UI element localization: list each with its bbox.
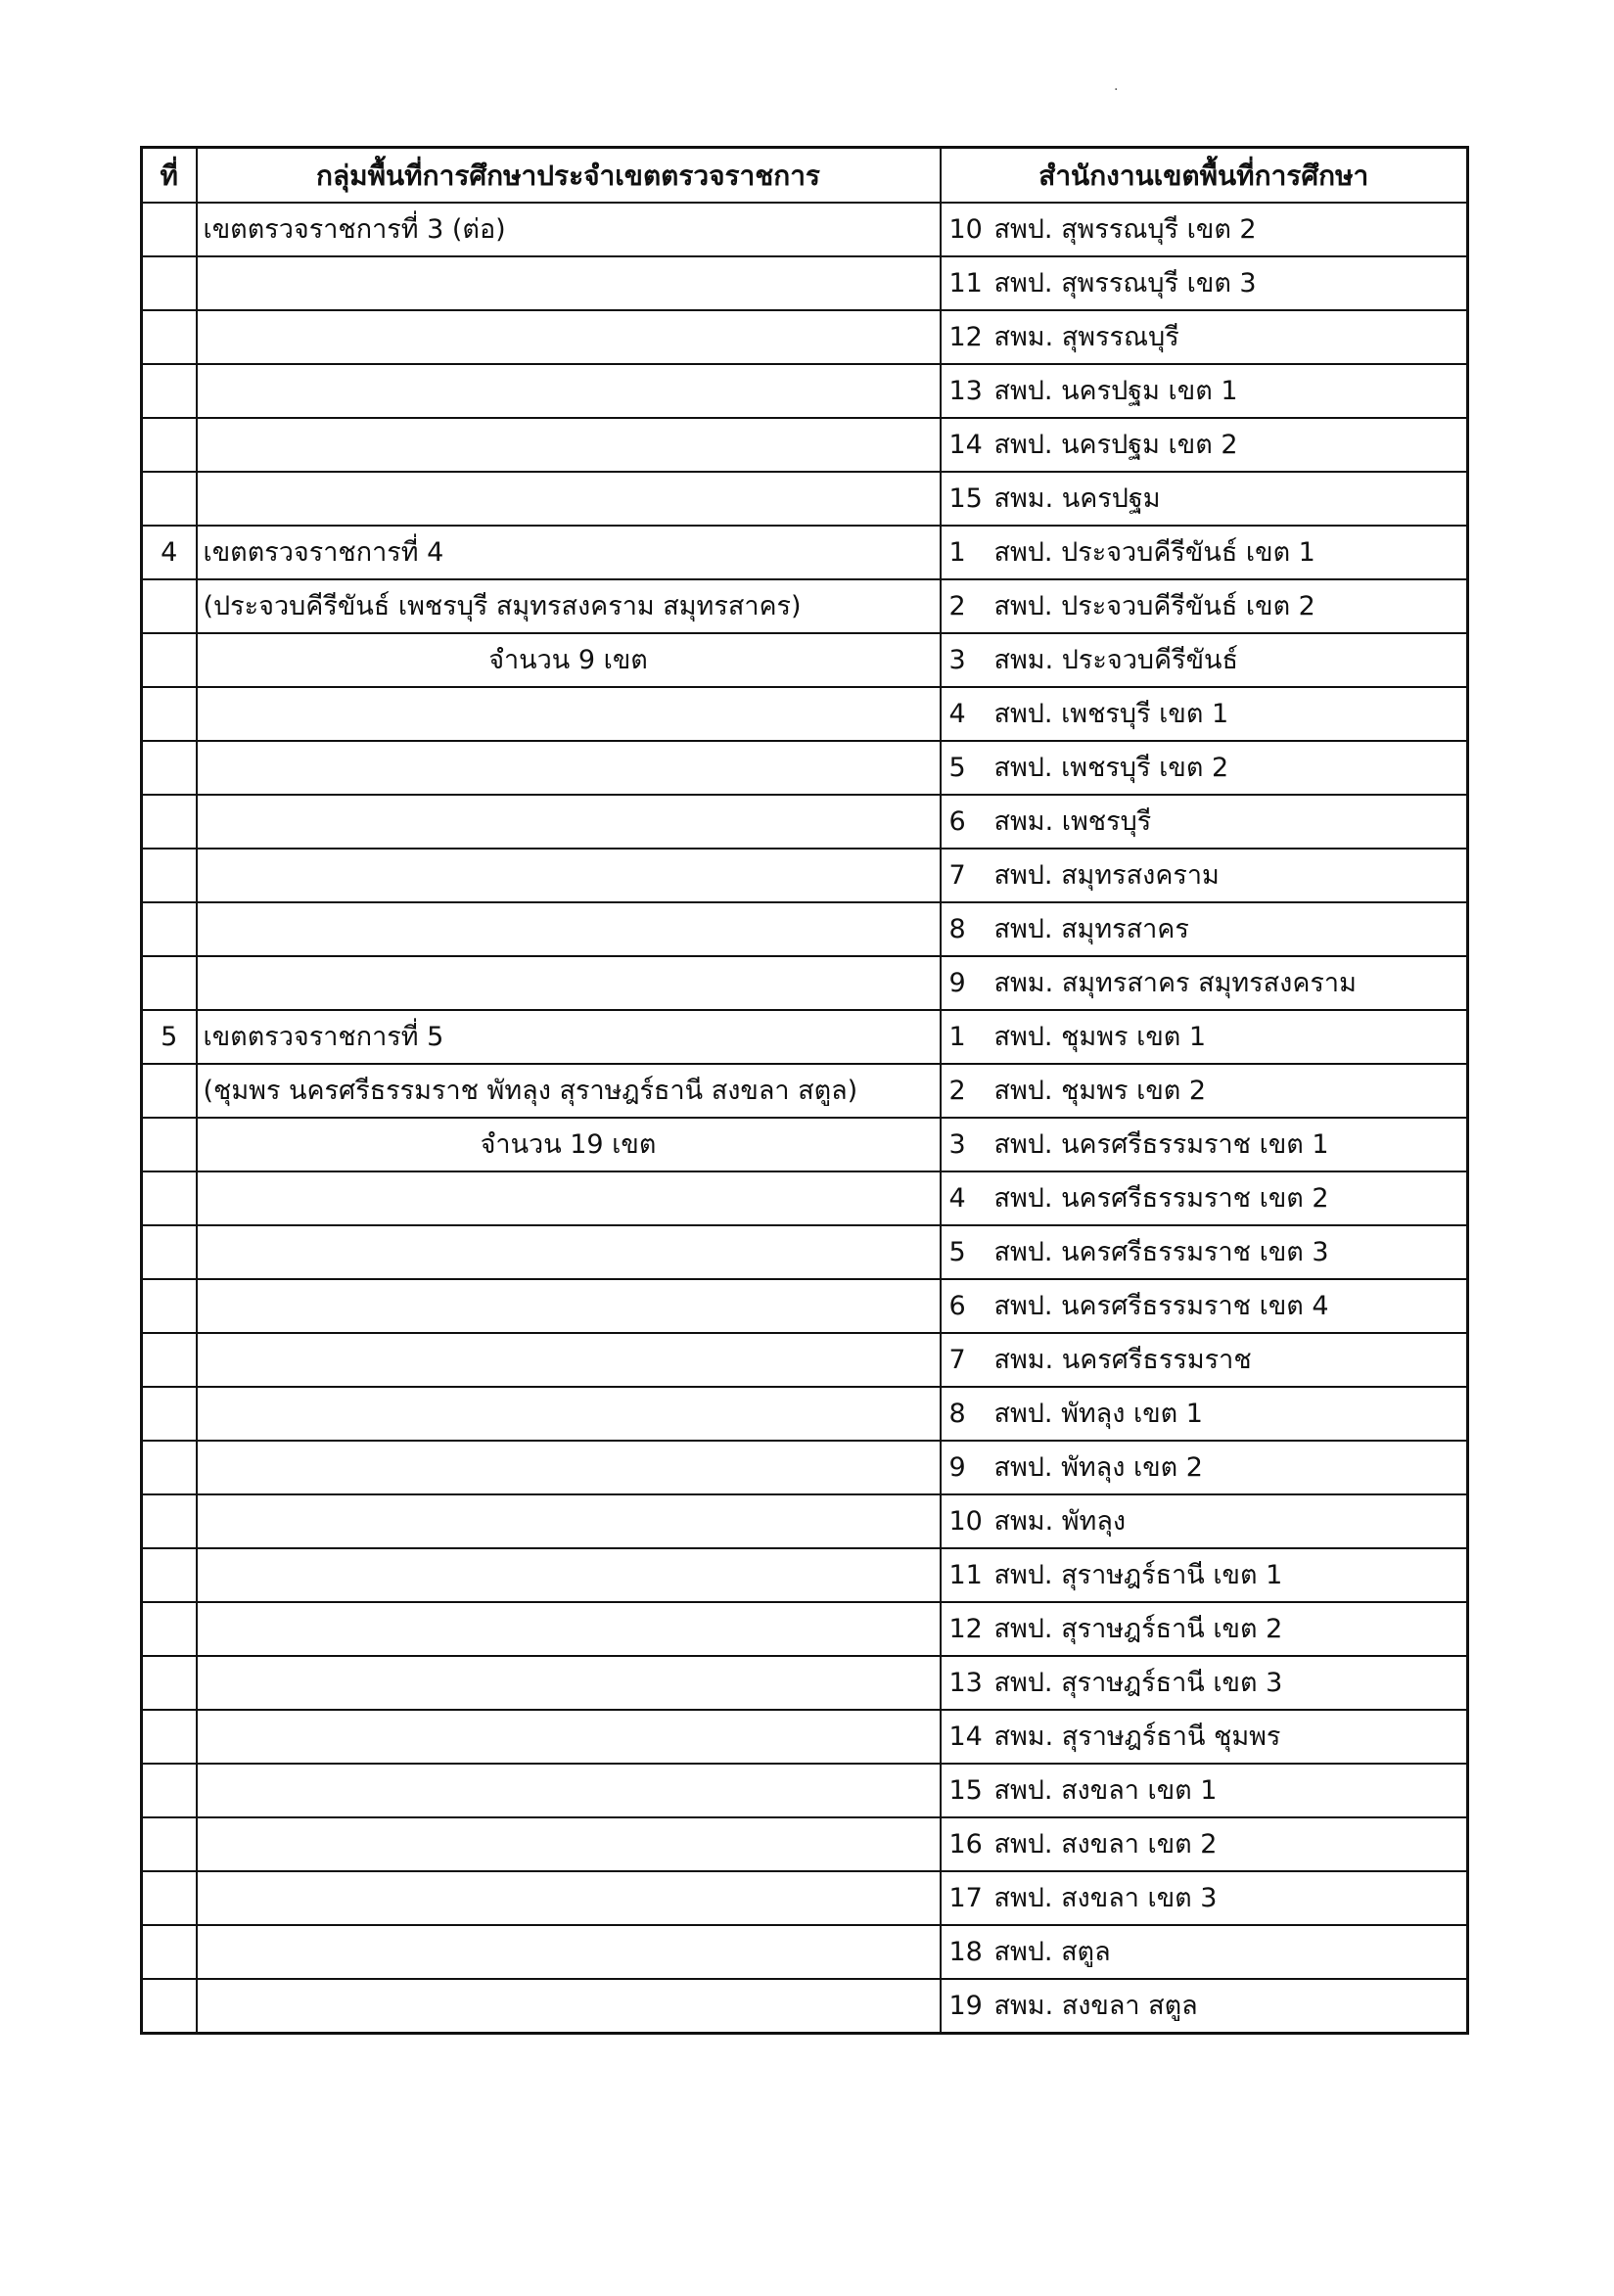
table-row [142, 633, 1468, 687]
row-number [142, 1656, 197, 1710]
office-name: สพป. ประจวบคีรีขันธ์ เขต 2 [993, 591, 1315, 621]
office-cell [941, 1925, 1468, 1979]
inspection-group: เขตตรวจราชการที่ 4 [197, 526, 941, 579]
row-number [142, 1710, 197, 1764]
inspection-group [197, 1817, 941, 1871]
row-number [142, 1387, 197, 1441]
office-cell [941, 310, 1468, 364]
row-number: 4 [142, 526, 197, 579]
table-row [142, 1225, 1468, 1279]
row-number: 5 [142, 1010, 197, 1064]
office-index: 3 [948, 645, 966, 675]
office-index: 17 [948, 1883, 983, 1913]
row-number [142, 203, 197, 256]
row-number [142, 1441, 197, 1494]
office-index: 19 [948, 1991, 983, 2021]
table-row [142, 526, 1468, 579]
row-number [142, 310, 197, 364]
office-name: สพป. สมุทรสงคราม [993, 860, 1220, 891]
office-cell [941, 472, 1468, 526]
row-number [142, 902, 197, 956]
row-number [142, 1979, 197, 2034]
inspection-group [197, 1171, 941, 1225]
office-cell [941, 203, 1468, 256]
office-index: 10 [948, 214, 983, 245]
office-name: สพป. นครศรีธรรมราช เขต 1 [993, 1129, 1329, 1160]
row-number [142, 956, 197, 1010]
table-row [142, 364, 1468, 418]
office-name: สพป. ประจวบคีรีขันธ์ เขต 1 [993, 537, 1315, 568]
table-row [142, 902, 1468, 956]
row-number [142, 1171, 197, 1225]
office-name: สพป. นครปฐม เขต 1 [993, 376, 1238, 406]
office-name: สพป. ชุมพร เขต 2 [993, 1076, 1207, 1106]
inspection-group: เขตตรวจราชการที่ 3 (ต่อ) [197, 203, 941, 256]
office-index: 1 [948, 537, 966, 568]
office-cell [941, 1010, 1468, 1064]
inspection-group [197, 364, 941, 418]
row-number [142, 687, 197, 741]
row-number [142, 1333, 197, 1387]
inspection-group [197, 687, 941, 741]
office-index: 11 [948, 1560, 983, 1590]
office-cell [941, 1171, 1468, 1225]
office-name: สพป. พัทลุง เขต 2 [993, 1452, 1203, 1483]
office-name: สพม. เพชรบุรี [993, 806, 1152, 837]
header-office: สำนักงานเขตพื้นที่การศึกษา [941, 148, 1468, 204]
row-number [142, 1925, 197, 1979]
inspection-group [197, 1225, 941, 1279]
office-name: สพม. นครปฐม [993, 483, 1161, 514]
office-cell [941, 1225, 1468, 1279]
scan-speck: · [1114, 82, 1119, 98]
office-cell [941, 1441, 1468, 1494]
row-number [142, 1871, 197, 1925]
inspection-group [197, 902, 941, 956]
office-cell [941, 579, 1468, 633]
office-name: สพป. นครปฐม เขต 2 [993, 430, 1238, 460]
office-index: 10 [948, 1506, 983, 1537]
table-row [142, 472, 1468, 526]
office-name: สพป. สตูล [993, 1937, 1111, 1967]
office-name: สพป. สุราษฎร์ธานี เขต 1 [993, 1560, 1283, 1590]
inspection-group: จำนวน 19 เขต [197, 1118, 941, 1171]
row-number [142, 256, 197, 310]
row-number [142, 633, 197, 687]
inspection-group [197, 1656, 941, 1710]
office-name: สพม. พัทลุง [993, 1506, 1127, 1537]
table-row [142, 310, 1468, 364]
office-index: 5 [948, 753, 966, 783]
row-number [142, 1064, 197, 1118]
office-cell [941, 1279, 1468, 1333]
office-name: สพป. สงขลา เขต 1 [993, 1775, 1218, 1806]
inspection-group [197, 418, 941, 472]
education-area-table [140, 146, 1469, 2035]
office-cell [941, 1764, 1468, 1817]
inspection-group [197, 849, 941, 902]
office-name: สพป. สมุทรสาคร [993, 914, 1189, 944]
office-index: 18 [948, 1937, 983, 1967]
header-no: ที่ [142, 148, 197, 204]
office-name: สพป. สุพรรณบุรี เขต 2 [993, 214, 1257, 245]
office-index: 6 [948, 806, 966, 837]
inspection-group: (ประจวบคีรีขันธ์ เพชรบุรี สมุทรสงคราม สมุทรสาคร) [197, 579, 941, 633]
office-name: สพม. สุพรรณบุรี [993, 322, 1179, 352]
inspection-group [197, 1764, 941, 1817]
table-row [142, 1494, 1468, 1548]
office-name: สพป. สุพรรณบุรี เขต 3 [993, 268, 1257, 298]
inspection-group [197, 1387, 941, 1441]
table-row [142, 1279, 1468, 1333]
office-name: สพป. พัทลุง เขต 1 [993, 1399, 1203, 1429]
office-index: 15 [948, 1775, 983, 1806]
table-row [142, 956, 1468, 1010]
row-number [142, 1817, 197, 1871]
office-name: สพป. สุราษฎร์ธานี เขต 2 [993, 1614, 1283, 1644]
office-index: 15 [948, 483, 983, 514]
table-row [142, 1764, 1468, 1817]
office-name: สพป. เพชรบุรี เขต 1 [993, 699, 1229, 729]
office-name: สพม. ประจวบคีรีขันธ์ [993, 645, 1238, 675]
inspection-group: (ชุมพร นครศรีธรรมราช พัทลุง สุราษฎร์ธานี สงขลา สตูล) [197, 1064, 941, 1118]
office-name: สพม. สงขลา สตูล [993, 1991, 1198, 2021]
office-name: สพม. นครศรีธรรมราช [993, 1345, 1252, 1375]
row-number [142, 1548, 197, 1602]
row-number [142, 1225, 197, 1279]
table-row [142, 1010, 1468, 1064]
office-name: สพป. นครศรีธรรมราช เขต 2 [993, 1183, 1329, 1214]
inspection-group [197, 1871, 941, 1925]
office-index: 4 [948, 1183, 966, 1214]
inspection-group [197, 1710, 941, 1764]
office-cell [941, 956, 1468, 1010]
inspection-group [197, 1548, 941, 1602]
table-body [142, 203, 1468, 2034]
office-index: 8 [948, 1399, 966, 1429]
table-row [142, 203, 1468, 256]
office-cell [941, 1871, 1468, 1925]
inspection-group [197, 1333, 941, 1387]
table-row [142, 741, 1468, 795]
table-row [142, 1441, 1468, 1494]
office-cell [941, 902, 1468, 956]
office-index: 7 [948, 860, 966, 891]
office-index: 3 [948, 1129, 966, 1160]
office-cell [941, 1602, 1468, 1656]
inspection-group [197, 1279, 941, 1333]
office-cell [941, 1817, 1468, 1871]
table-row [142, 849, 1468, 902]
office-cell [941, 1118, 1468, 1171]
table-row [142, 1387, 1468, 1441]
office-cell [941, 1333, 1468, 1387]
office-name: สพป. สงขลา เขต 3 [993, 1883, 1218, 1913]
office-cell [941, 1064, 1468, 1118]
office-name: สพม. สุราษฎร์ธานี ชุมพร [993, 1722, 1281, 1752]
table-row [142, 1171, 1468, 1225]
office-index: 16 [948, 1829, 983, 1860]
office-index: 6 [948, 1291, 966, 1321]
table-row [142, 256, 1468, 310]
table-row [142, 795, 1468, 849]
office-index: 9 [948, 1452, 966, 1483]
office-index: 13 [948, 376, 983, 406]
inspection-group [197, 1979, 941, 2034]
office-cell [941, 364, 1468, 418]
inspection-group [197, 1925, 941, 1979]
office-index: 7 [948, 1345, 966, 1375]
table-row [142, 418, 1468, 472]
row-number [142, 1494, 197, 1548]
office-index: 12 [948, 1614, 983, 1644]
inspection-group [197, 956, 941, 1010]
table-row [142, 1548, 1468, 1602]
table-row [142, 579, 1468, 633]
office-index: 2 [948, 1076, 966, 1106]
office-index: 4 [948, 699, 966, 729]
table-row [142, 1871, 1468, 1925]
table-row [142, 1656, 1468, 1710]
inspection-group [197, 256, 941, 310]
table-row [142, 687, 1468, 741]
table-row [142, 1710, 1468, 1764]
office-name: สพป. นครศรีธรรมราช เขต 4 [993, 1291, 1329, 1321]
row-number [142, 1764, 197, 1817]
office-cell [941, 1387, 1468, 1441]
office-index: 1 [948, 1022, 966, 1052]
office-index: 12 [948, 322, 983, 352]
office-cell [941, 741, 1468, 795]
office-index: 13 [948, 1668, 983, 1698]
inspection-group [197, 1602, 941, 1656]
inspection-group [197, 1441, 941, 1494]
table-row [142, 1925, 1468, 1979]
office-cell [941, 687, 1468, 741]
row-number [142, 472, 197, 526]
office-cell [941, 418, 1468, 472]
office-cell [941, 1710, 1468, 1764]
office-cell [941, 849, 1468, 902]
row-number [142, 579, 197, 633]
inspection-group [197, 310, 941, 364]
office-name: สพป. ชุมพร เขต 1 [993, 1022, 1207, 1052]
inspection-group: จำนวน 9 เขต [197, 633, 941, 687]
office-name: สพป. เพชรบุรี เขต 2 [993, 753, 1229, 783]
table-row [142, 1979, 1468, 2034]
office-name: สพป. นครศรีธรรมราช เขต 3 [993, 1237, 1329, 1267]
inspection-group [197, 741, 941, 795]
row-number [142, 1602, 197, 1656]
inspection-group [197, 472, 941, 526]
inspection-group: เขตตรวจราชการที่ 5 [197, 1010, 941, 1064]
header-group: กลุ่มพื้นที่การศึกษาประจำเขตตรวจราชการ [197, 148, 941, 204]
row-number [142, 741, 197, 795]
office-cell [941, 526, 1468, 579]
office-index: 14 [948, 430, 983, 460]
row-number [142, 849, 197, 902]
row-number [142, 418, 197, 472]
table-header-row [142, 148, 1468, 204]
table-row [142, 1118, 1468, 1171]
office-index: 9 [948, 968, 966, 998]
office-index: 14 [948, 1722, 983, 1752]
office-name: สพป. สุราษฎร์ธานี เขต 3 [993, 1668, 1283, 1698]
office-cell [941, 633, 1468, 687]
table-row [142, 1064, 1468, 1118]
row-number [142, 364, 197, 418]
inspection-group [197, 1494, 941, 1548]
office-name: สพม. สมุทรสาคร สมุทรสงคราม [993, 968, 1357, 998]
office-cell [941, 256, 1468, 310]
table-row [142, 1333, 1468, 1387]
office-index: 11 [948, 268, 983, 298]
office-name: สพป. สงขลา เขต 2 [993, 1829, 1218, 1860]
inspection-group [197, 795, 941, 849]
office-cell [941, 1494, 1468, 1548]
office-cell [941, 795, 1468, 849]
row-number [142, 1279, 197, 1333]
table-row [142, 1817, 1468, 1871]
row-number [142, 1118, 197, 1171]
office-cell [941, 1656, 1468, 1710]
office-index: 8 [948, 914, 966, 944]
row-number [142, 795, 197, 849]
table-row [142, 1602, 1468, 1656]
office-cell [941, 1979, 1468, 2034]
office-cell [941, 1548, 1468, 1602]
office-index: 5 [948, 1237, 966, 1267]
office-index: 2 [948, 591, 966, 621]
